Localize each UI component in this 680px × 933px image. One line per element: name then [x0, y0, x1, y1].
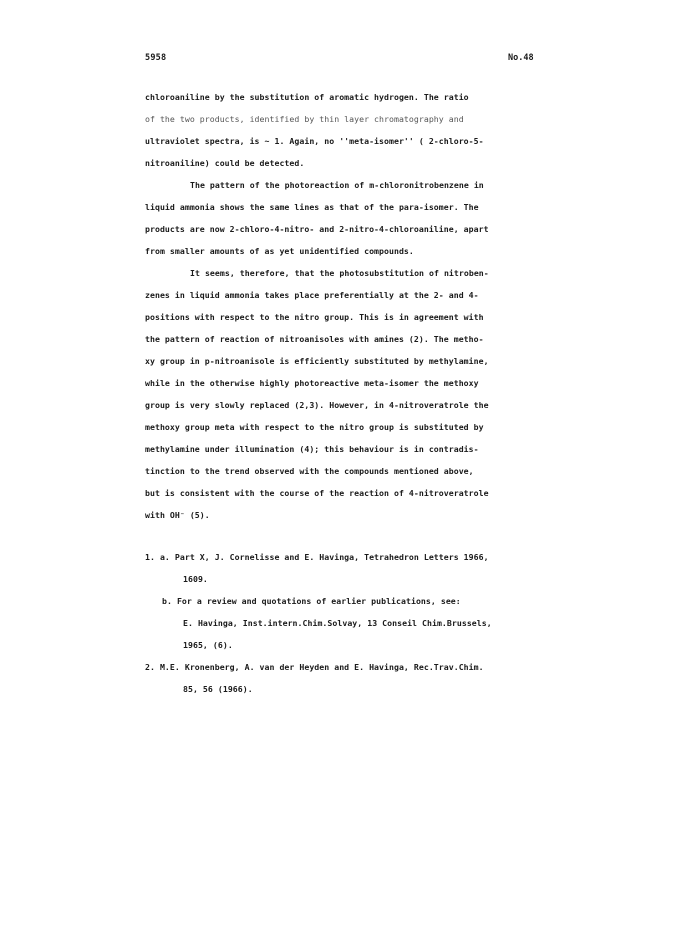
reference-2: 2. M.E. Kronenberg, A. van der Heyden and E. Havinga, Rec.Trav.Chim. [145, 662, 484, 672]
reference-1a: 1. a. Part X, J. Cornelisse and E. Havinga, Tetrahedron Letters 1966, [145, 552, 489, 562]
body-line: tinction to the trend observed with the compounds mentioned above, [145, 466, 474, 476]
body-line: while in the otherwise highly photoreactive meta-isomer the methoxy [145, 378, 479, 388]
body-line: It seems, therefore, that the photosubstitution of nitroben- [190, 268, 489, 278]
reference-1b-cont: 1965, (6). [183, 640, 233, 650]
reference-1b-cont: E. Havinga, Inst.intern.Chim.Solvay, 13 Conseil Chim.Brussels, [183, 618, 492, 628]
body-line: but is consistent with the course of the reaction of 4-nitroveratrole [145, 488, 489, 498]
body-line: with OH⁻ (5). [145, 510, 210, 520]
body-line: ultraviolet spectra, is ~ 1. Again, no ''meta-isomer'' ( 2-chloro-5- [145, 136, 484, 146]
body-line: from smaller amounts of as yet unidentified compounds. [145, 246, 414, 256]
reference-1b: b. For a review and quotations of earlier publications, see: [162, 596, 461, 606]
body-line: The pattern of the photoreaction of m-chloronitrobenzene in [190, 180, 484, 190]
reference-1a-cont: 1609. [183, 574, 208, 584]
body-line: products are now 2-chloro-4-nitro- and 2-nitro-4-chloroaniline, apart [145, 224, 489, 234]
body-line: positions with respect to the nitro group. This is in agreement with [145, 312, 484, 322]
body-line: liquid ammonia shows the same lines as that of the para-isomer. The [145, 202, 479, 212]
body-line: of the two products, identified by thin layer chromatography and [145, 114, 464, 124]
body-line: methylamine under illumination (4); this behaviour is in contradis- [145, 444, 479, 454]
issue-number: No.48 [508, 53, 534, 63]
body-line: xy group in p-nitroanisole is efficiently substituted by methylamine, [145, 356, 489, 366]
body-line: group is very slowly replaced (2,3). However, in 4-nitroveratrole the [145, 400, 489, 410]
body-line: chloroaniline by the substitution of aromatic hydrogen. The ratio [145, 92, 469, 102]
body-line: methoxy group meta with respect to the nitro group is substituted by [145, 422, 484, 432]
reference-2-cont: 85, 56 (1966). [183, 684, 253, 694]
body-line: the pattern of reaction of nitroanisoles with amines (2). The metho- [145, 334, 484, 344]
body-line: zenes in liquid ammonia takes place preferentially at the 2- and 4- [145, 290, 479, 300]
page-number: 5958 [145, 53, 167, 63]
body-line: nitroaniline) could be detected. [145, 158, 305, 168]
